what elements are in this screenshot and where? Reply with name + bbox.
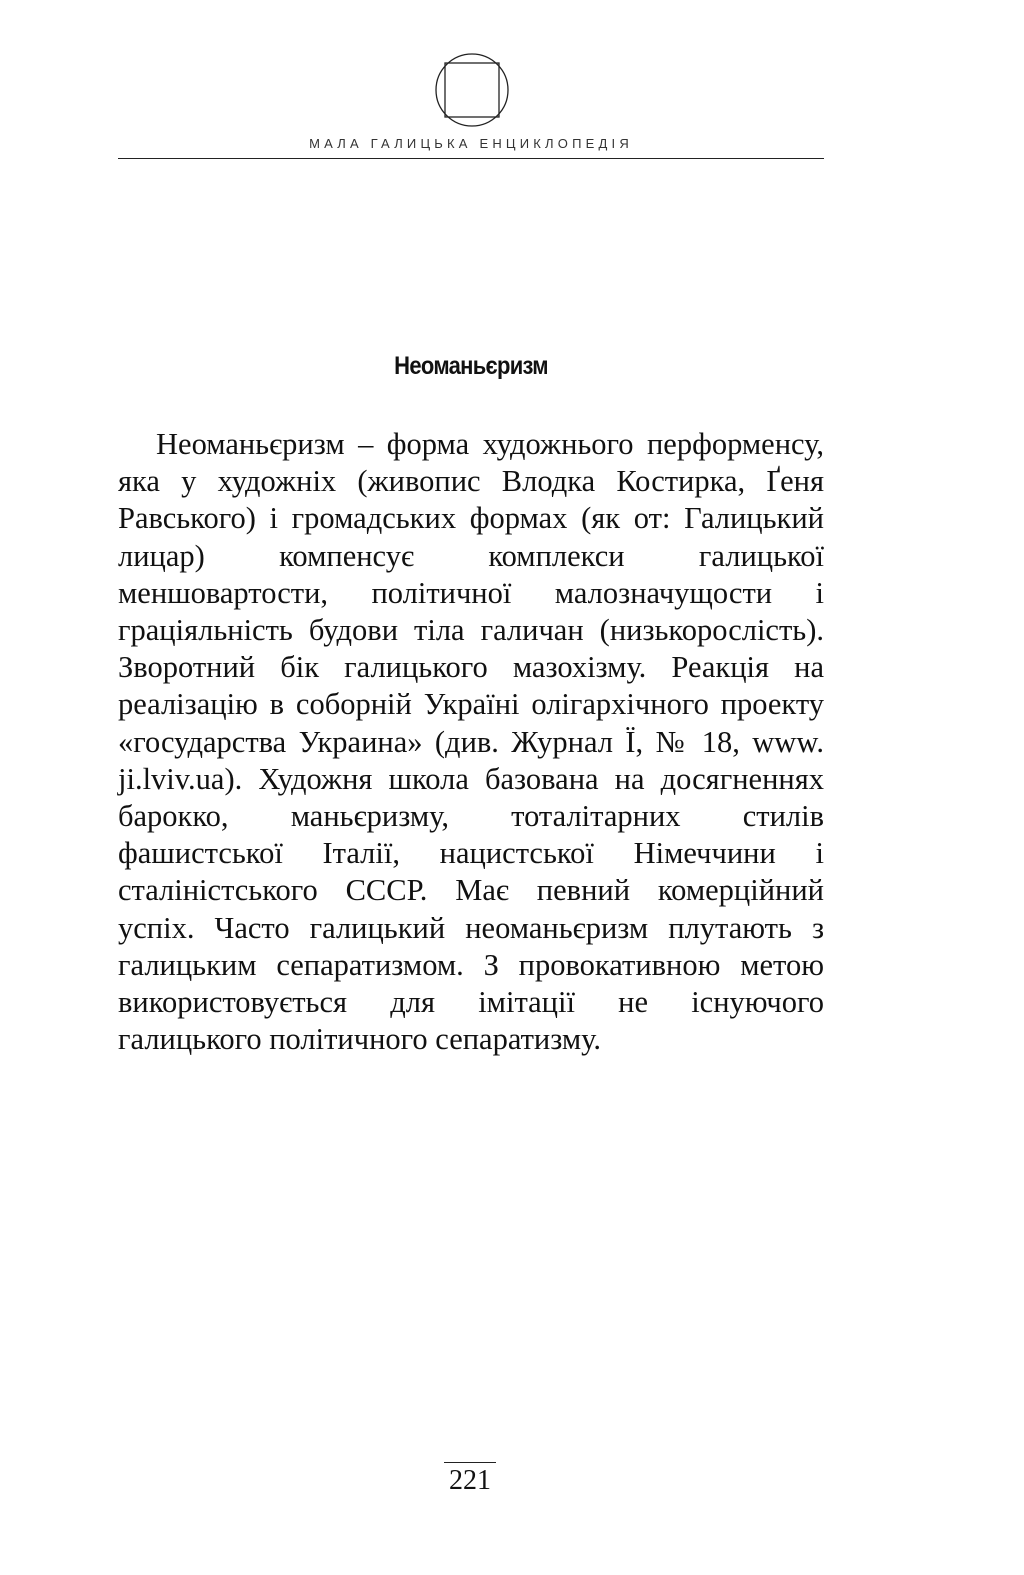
article-title: Неоманьєризм <box>394 352 548 380</box>
header-divider <box>118 158 824 159</box>
page-number: 221 <box>444 1462 496 1497</box>
running-header-title: МАЛА ГАЛИЦЬКА ЕНЦИКЛОПЕДІЯ <box>309 136 633 151</box>
article-body: Неоманьєризм – форма художнього перформенсу, яка у художніх (живопис Влодка Костирка, Ґеня Равського) і громадських формах (як от: Галицький лицар) компенсує комплекси галицької меншовартости, політичної малозначущости і граціяльність будови тіла галичан (низькорослість). Зворотний бік галицького мазохізму. Реакція на реалізацію в соборній Україні олігархічного проекту «государства Украина» (див. Журнал Ї, № 18, www. ji.lviv.ua). Художня школа базована на досягненнях барокко, маньєризму, тоталітарних стилів фашистської Італії, нацистської Німеччини і сталіністського СССР. Має певний комерційний успіх. Часто галицький неоманьєризм плутають з галицьким сепаратизмом. З провокативною метою використовується для імітації не існуючого галицького політичного сепаратизму. <box>118 427 824 1057</box>
circle-square-emblem-icon <box>432 50 512 130</box>
